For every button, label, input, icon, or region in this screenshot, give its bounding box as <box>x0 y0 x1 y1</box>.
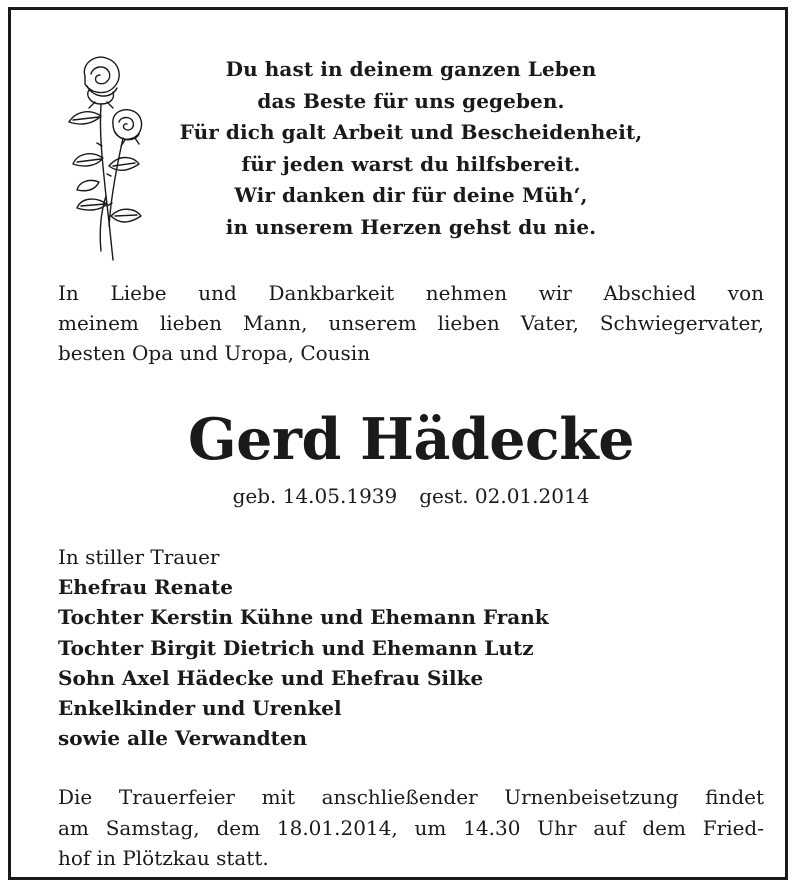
poem <box>161 54 661 243</box>
poem-line: in unserem Herzen gehst du nie. <box>225 214 597 239</box>
mourner-entry: Tochter Kerstin Kühne und Ehemann Frank <box>58 605 549 630</box>
mourner-entry: Enkelkinder und Urenkel <box>58 696 342 721</box>
farewell-line: In Liebe und Dankbarkeit nehmen wir Abschied von <box>58 281 764 305</box>
poem-line: Du hast in deinem ganzen Leben <box>225 57 597 81</box>
obituary-border <box>8 7 788 880</box>
rose-icon <box>51 46 151 264</box>
mourners-list <box>58 542 764 753</box>
life-dates <box>51 482 771 510</box>
farewell-line: besten Opa und Uropa, Cousin <box>58 341 371 365</box>
farewell-text <box>58 278 764 368</box>
funeral-line: Die Trauerfeier mit anschließender Urnenbeisetzung findet <box>58 785 764 809</box>
deceased-name: Gerd Hädecke <box>187 406 635 473</box>
funeral-line: hof in Plötzkau statt. <box>58 846 269 870</box>
mourner-entry: Ehefrau Renate <box>58 575 233 600</box>
funeral-notice <box>58 782 764 874</box>
poem-line: für jeden warst du hilfsbereit. <box>241 151 581 176</box>
mourners-heading: In stiller Trauer <box>58 545 220 569</box>
death-date: gest. 02.01.2014 <box>419 484 590 508</box>
farewell-line: meinem lieben Mann, unserem lieben Vater, Schwiegervater, <box>58 311 764 335</box>
birth-date: geb. 14.05.1939 <box>232 484 398 508</box>
poem-line: das Beste für uns gegeben. <box>257 88 565 113</box>
mourner-entry: Tochter Birgit Dietrich und Ehemann Lutz <box>58 635 534 660</box>
mourner-entry: Sohn Axel Hädecke und Ehefrau Silke <box>58 665 484 690</box>
funeral-line: am Samstag, dem 18.01.2014, um 14.30 Uhr auf dem Fried- <box>58 815 764 840</box>
poem-line: Für dich galt Arbeit und Bescheidenheit, <box>179 120 643 144</box>
poem-line: Wir danken dir für deine Müh‘, <box>234 183 588 207</box>
mourner-entry: sowie alle Verwandten <box>58 726 308 751</box>
